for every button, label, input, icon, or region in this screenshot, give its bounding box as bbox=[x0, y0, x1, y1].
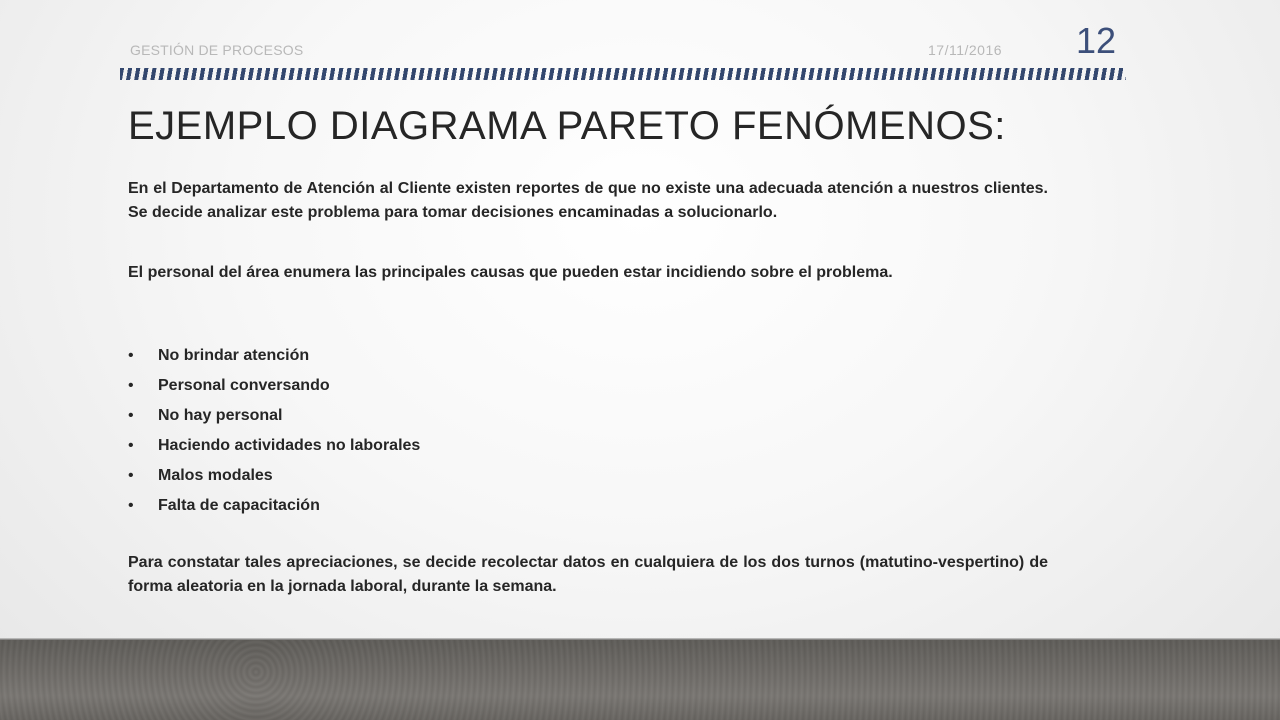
cause-label: Malos modales bbox=[158, 467, 273, 484]
list-item bbox=[128, 464, 420, 494]
list-item bbox=[128, 374, 420, 404]
bullet-icon: • bbox=[128, 497, 134, 514]
cause-label: No brindar atención bbox=[158, 347, 310, 364]
list-item bbox=[128, 434, 420, 464]
section-label: GESTIÓN DE PROCESOS bbox=[130, 42, 304, 58]
causes-intro-paragraph: El personal del área enumera las principales causas que pueden estar incidiendo sobre el problema. bbox=[128, 264, 893, 281]
bullet-icon: • bbox=[128, 377, 134, 394]
bullet-icon: • bbox=[128, 437, 134, 454]
list-item bbox=[128, 344, 420, 374]
cause-label: Falta de capacitación bbox=[158, 497, 320, 514]
bullet-icon: • bbox=[128, 407, 134, 424]
slide-title: EJEMPLO DIAGRAMA PARETO FENÓMENOS: bbox=[128, 104, 1006, 148]
cause-label: Personal conversando bbox=[158, 377, 330, 394]
causes-list bbox=[128, 344, 420, 524]
cause-label: Haciendo actividades no laborales bbox=[158, 437, 421, 454]
closing-paragraph: Para constatar tales apreciaciones, se decide recolectar datos en cualquiera de los dos turnos (matutino-vespertino) de forma aleatoria en la jornada laboral, durante la semana. bbox=[128, 554, 1048, 595]
concrete-floor-background bbox=[0, 640, 1280, 720]
bullet-icon: • bbox=[128, 467, 134, 484]
slide-date: 17/11/2016 bbox=[928, 42, 1003, 58]
decorative-stripe-bar bbox=[120, 68, 1126, 80]
cause-label: No hay personal bbox=[158, 407, 283, 424]
list-item bbox=[128, 404, 420, 434]
page-number: 12 bbox=[1076, 20, 1117, 61]
list-item bbox=[128, 494, 420, 524]
bullet-icon: • bbox=[128, 347, 134, 364]
intro-paragraph: En el Departamento de Atención al Cliente existen reportes de que no existe una adecuada atención a nuestros clientes. Se decide analizar este problema para tomar decisiones encaminadas a solucionarlo. bbox=[128, 180, 1048, 221]
